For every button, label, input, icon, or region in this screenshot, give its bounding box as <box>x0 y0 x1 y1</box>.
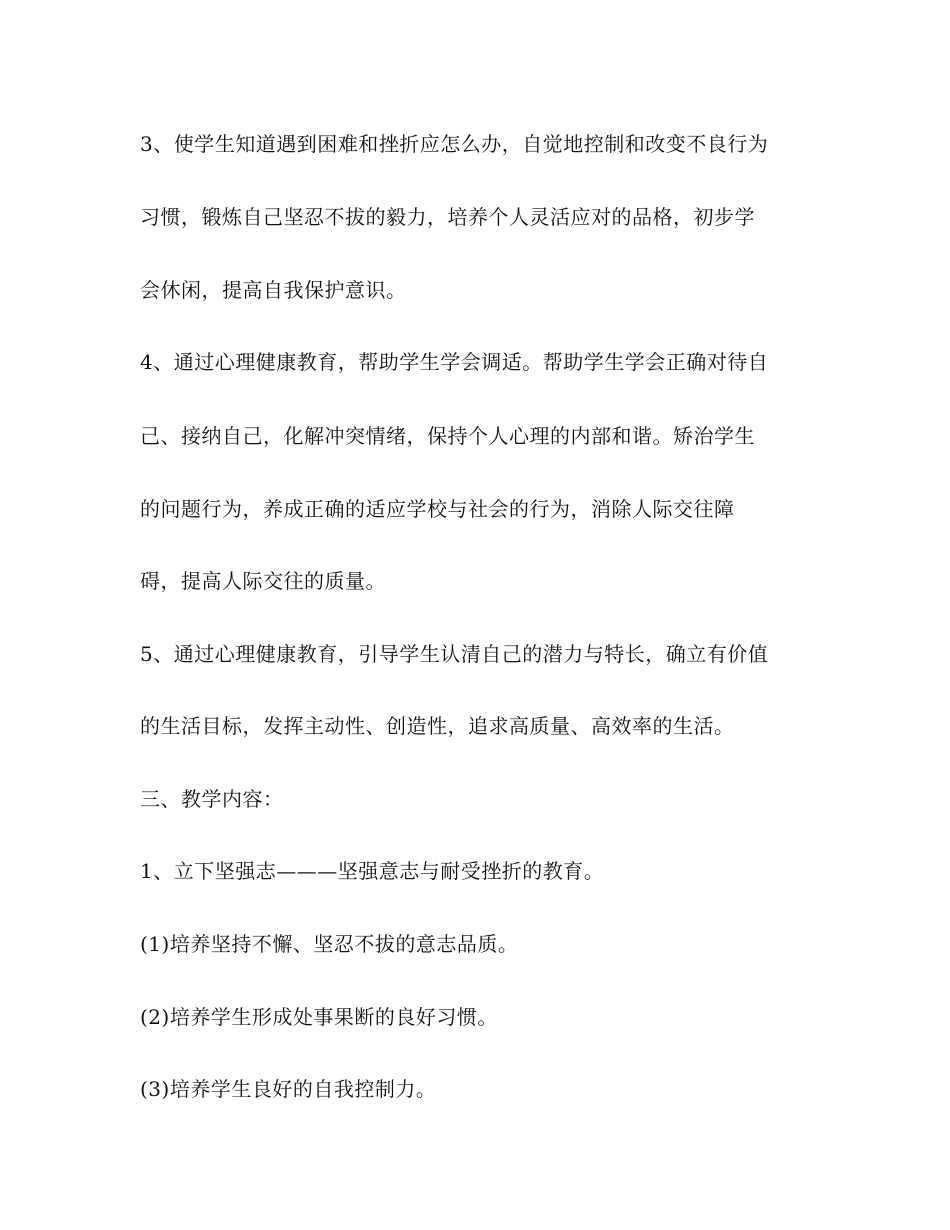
list-item: (2)培养学生形成处事果断的良好习惯。 <box>140 1005 498 1029</box>
text-line: 会休闲，提高自我保护意识。 <box>140 278 407 302</box>
text-line: 5、通过心理健康教育，引导学生认清自己的潜力与特长，确立有价值 <box>140 642 769 666</box>
list-item: (3)培养学生良好的自我控制力。 <box>140 1077 437 1101</box>
text-line: 4、通过心理健康教育，帮助学生学会调适。帮助学生学会正确对待自 <box>140 350 769 374</box>
text-line: 3、使学生知道遇到困难和挫折应怎么办，自觉地控制和改变不良行为 <box>140 132 769 156</box>
text-line: 的生活目标，发挥主动性、创造性，追求高质量、高效率的生活。 <box>140 714 735 738</box>
text-line: 的问题行为，养成正确的适应学校与社会的行为，消除人际交往障 <box>140 497 735 521</box>
text-line: 碍，提高人际交往的质量。 <box>140 569 386 593</box>
list-item: (1)培养坚持不懈、坚忍不拔的意志品质。 <box>140 932 519 956</box>
text-line: 1、立下坚强志———坚强意志与耐受挫折的教育。 <box>140 859 605 883</box>
text-line: 习惯，锻炼自己坚忍不拔的毅力，培养个人灵活应对的品格，初步学 <box>140 205 755 229</box>
text-line: 己、接纳自己，化解冲突情绪，保持个人心理的内部和谐。矫治学生 <box>140 424 755 448</box>
section-heading: 三、教学内容： <box>140 787 284 811</box>
